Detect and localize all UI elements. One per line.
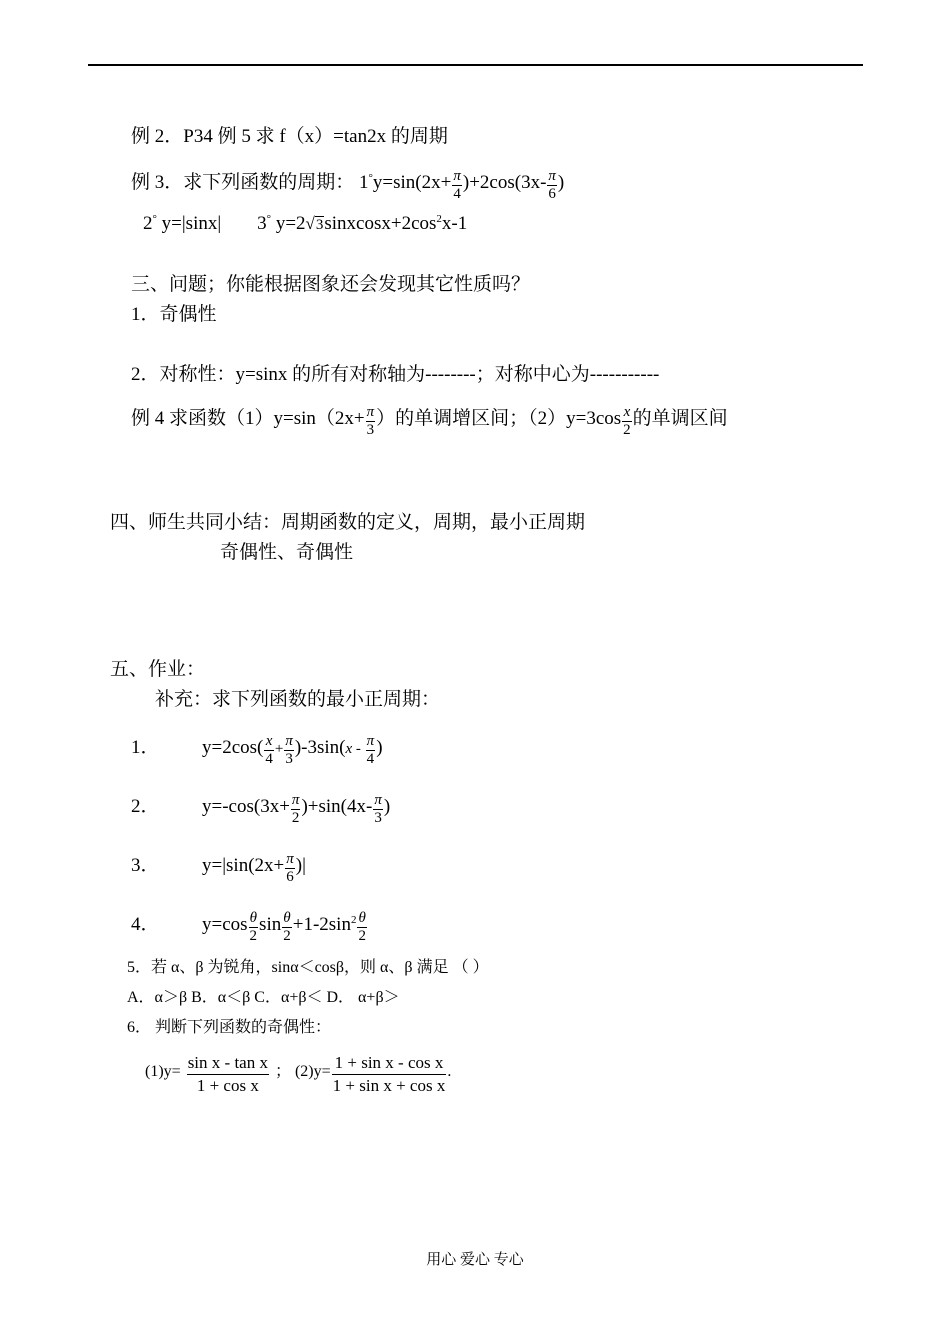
- expr-text: ）的单调增区间；（2）y=3cos: [376, 407, 622, 429]
- item-number: 3．: [131, 854, 160, 876]
- frac-num: π: [548, 168, 556, 184]
- frac-den: 2: [283, 928, 291, 944]
- fraction-pi-6: [285, 851, 295, 886]
- expr-text: y=2: [271, 213, 306, 234]
- item-number: 2．: [131, 795, 160, 817]
- fraction-pi-3: [373, 792, 383, 827]
- item-number: 4．: [131, 913, 160, 935]
- frac-num: θ: [358, 910, 366, 926]
- frac-num: π: [285, 733, 293, 749]
- expr-text: y=|sin(2x+: [202, 854, 285, 876]
- frac-num: 1 + sin x - cos x: [332, 1052, 447, 1075]
- expr-text: x -: [345, 740, 365, 757]
- expr-text: )-3sin(: [294, 736, 346, 758]
- fraction-pi-2: [291, 792, 301, 827]
- section-3-heading: 三、问题；你能根据图象还会发现其它性质吗？: [131, 274, 531, 295]
- expr-text: 的单调区间: [632, 407, 728, 429]
- frac-den: 2: [623, 422, 631, 438]
- fraction-pi-4: [452, 168, 462, 203]
- expr-text: 例 4 求函数（1）y=sin（2x+: [131, 407, 365, 429]
- frac-den: 1 + cos x: [196, 1076, 259, 1095]
- fraction-theta-2: [357, 910, 367, 945]
- frac-num: θ: [249, 910, 257, 926]
- fraction-x-4: [264, 733, 274, 768]
- expr-text: x-1: [441, 213, 468, 234]
- expr-text: +: [274, 740, 284, 757]
- homework-4: [131, 908, 368, 943]
- section-4-heading: 四、师生共同小结：周期函数的定义，周期，最小正周期: [110, 512, 586, 533]
- frac-den: 3: [366, 422, 375, 438]
- expr-text: ； (2)y=: [274, 1063, 331, 1081]
- sqrt-symbol: √3: [305, 214, 324, 233]
- frac-num: π: [291, 792, 300, 808]
- frac-den: 4: [453, 186, 461, 202]
- expr-text: .: [447, 1063, 452, 1081]
- item-number: 1．: [131, 736, 160, 758]
- expr-text: sinxcosx+2cos: [324, 213, 437, 234]
- question-5: 5．若 α、β 为锐角，sinα＜cosβ，则 α、β 满足 （ ）: [127, 959, 489, 976]
- parity-item: 1．奇偶性: [131, 304, 217, 325]
- part-num: 2: [143, 213, 153, 234]
- fraction-f1: [187, 1052, 269, 1097]
- fraction-theta-2: [249, 910, 259, 945]
- frac-num: sin x - tan x: [187, 1052, 269, 1075]
- homework-1: [131, 731, 383, 766]
- frac-num: θ: [283, 910, 291, 926]
- expr-text: sin: [259, 913, 282, 935]
- frac-den: 2: [249, 928, 258, 944]
- expr-text: )|: [295, 854, 306, 876]
- expr-text: y=sin(2x+: [372, 171, 452, 193]
- sqrt-radicand: 3: [315, 217, 324, 233]
- symmetry-item: 2．对称性：y=sinx 的所有对称轴为--------；对称中心为-----------: [131, 364, 660, 385]
- fraction-theta-2: [282, 910, 292, 945]
- example-2: 例 2．P34 例 5 求 f（x）=tan2x 的周期: [131, 126, 448, 147]
- frac-den: 6: [548, 186, 556, 202]
- exponent: 2: [350, 913, 357, 926]
- fraction-pi-4: [366, 733, 376, 768]
- expr-text: ): [557, 171, 565, 193]
- frac-num: x: [265, 733, 273, 749]
- frac-den: 2: [291, 810, 300, 826]
- example-3-parts: [143, 212, 467, 236]
- expr-text: y=|sinx|: [156, 213, 222, 234]
- fraction-f2: [332, 1052, 447, 1097]
- expr-text: y=-cos(3x+: [202, 795, 290, 817]
- fraction-pi-6: [547, 168, 557, 203]
- frac-den: 4: [366, 751, 375, 767]
- example-3-label: 例 3．求下列函数的周期： 1: [131, 171, 369, 193]
- frac-den: 2: [358, 928, 366, 944]
- expr-text: +1-2sin: [292, 913, 351, 935]
- frac-den: 4: [265, 751, 273, 767]
- header-rule: [88, 64, 863, 66]
- exponent: 2: [436, 213, 442, 225]
- section-5-heading: 五、作业：: [110, 659, 206, 680]
- expr-text: )+sin(4x-: [301, 795, 373, 817]
- section-4-continuation: 奇偶性、奇偶性: [220, 542, 354, 563]
- frac-num: x: [623, 404, 631, 420]
- homework-3: [131, 849, 306, 884]
- supplement-heading: 补充：求下列函数的最小正周期：: [155, 689, 441, 710]
- frac-num: π: [286, 851, 294, 867]
- frac-den: 6: [286, 869, 294, 885]
- frac-num: π: [374, 792, 382, 808]
- degree-mark: °: [368, 171, 373, 184]
- expr-text: ): [383, 795, 391, 817]
- frac-num: π: [366, 404, 375, 420]
- frac-den: 3: [285, 751, 293, 767]
- degree-mark: °: [152, 213, 157, 225]
- example-4: [131, 402, 728, 437]
- expr-text: y=2cos(: [202, 736, 264, 758]
- question-6: 6． 判断下列函数的奇偶性：: [127, 1019, 332, 1036]
- fraction-x-2: [622, 404, 632, 439]
- part-num: 3: [257, 213, 267, 234]
- fraction-pi-3: [366, 404, 376, 439]
- expr-text: )+2cos(3x-: [462, 171, 547, 193]
- frac-num: π: [453, 168, 461, 184]
- frac-den: 1 + sin x + cos x: [332, 1076, 446, 1095]
- frac-num: π: [366, 733, 375, 749]
- expr-text: (1)y=: [145, 1063, 181, 1081]
- example-3: [131, 166, 564, 201]
- expr-text: y=cos: [202, 913, 248, 935]
- fraction-pi-3: [284, 733, 294, 768]
- degree-mark: °: [266, 213, 272, 225]
- homework-2: [131, 790, 390, 825]
- frac-den: 3: [374, 810, 382, 826]
- expr-text: ): [376, 736, 383, 758]
- question-6-functions: [145, 1050, 451, 1095]
- page-footer: 用心 爱心 专心: [426, 1252, 524, 1268]
- question-5-options: A．α＞β B．α＜β C．α+β＜ D． α+β＞: [127, 989, 400, 1006]
